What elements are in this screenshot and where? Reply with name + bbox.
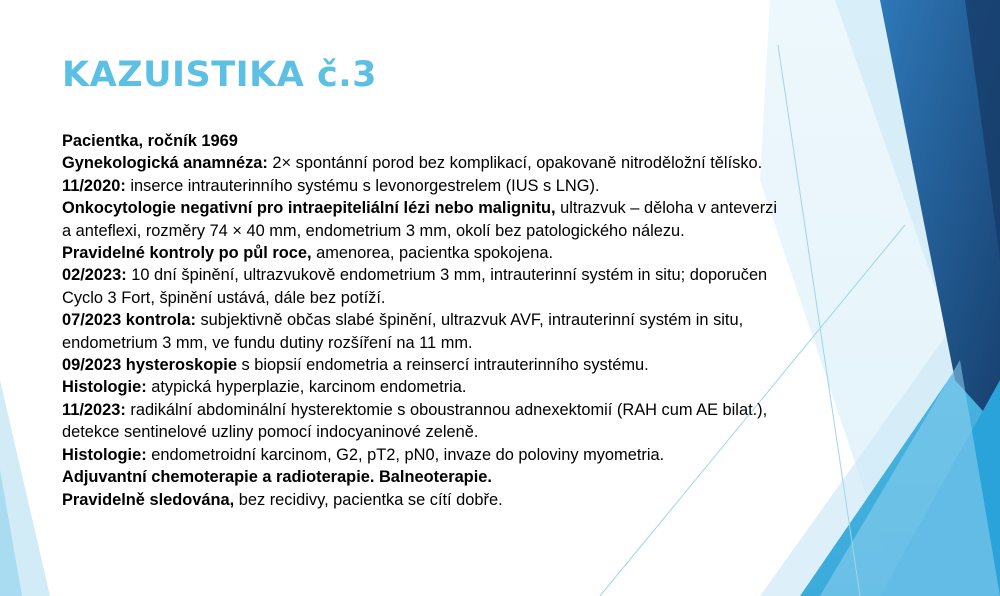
bold-label: Onkocytologie negativní pro intraepiteliální lézi nebo malignitu, <box>62 199 556 218</box>
text-line <box>62 421 862 443</box>
text-line <box>62 376 862 398</box>
line-text: detekce sentinelové uzliny pomocí indocyaninové zeleně. <box>62 423 479 442</box>
line-text: a anteflexi, rozměry 74 × 40 mm, endometrium 3 mm, okolí bez patologického nálezu. <box>62 221 685 240</box>
line-text: atypická hyperplazie, karcinom endometria. <box>146 378 467 397</box>
text-line <box>62 287 862 309</box>
bold-label: 02/2023: <box>62 266 127 285</box>
case-report-body <box>62 130 862 511</box>
text-line <box>62 489 862 511</box>
text-line <box>62 466 862 488</box>
text-line <box>62 354 862 376</box>
text-line <box>62 444 862 466</box>
bold-label: Pacientka, ročník 1969 <box>62 132 238 150</box>
line-text: inserce intrauterinního systému s levonorgestrelem (IUS s LNG). <box>125 176 600 195</box>
text-line <box>62 175 862 197</box>
text-line <box>62 130 862 152</box>
line-text: Cyclo 3 Fort, špinění ustává, dále bez potíží. <box>62 288 386 307</box>
bold-label: 09/2023 hysteroskopie <box>62 356 237 375</box>
bold-label: Pravidelné kontroly po půl roce, <box>62 244 312 263</box>
slide-title: KAZUISTIKA č.3 <box>62 55 377 95</box>
bold-label: Gynekologická anamnéza: <box>62 154 268 173</box>
line-text: 10 dní špinění, ultrazvukově endometrium 3 mm, intrauterinní systém in situ; doporučen <box>126 266 768 285</box>
line-text: 2× spontánní porod bez komplikací, opakovaně nitroděložní tělísko. <box>267 154 763 173</box>
text-line <box>62 220 862 242</box>
text-line <box>62 332 862 354</box>
line-text: bez recidivy, pacientka se cítí dobře. <box>234 490 503 509</box>
bold-label: Adjuvantní chemoterapie a radioterapie. Balneoterapie. <box>62 468 492 487</box>
bold-label: 11/2020: <box>62 176 126 195</box>
text-line <box>62 242 862 264</box>
text-line <box>62 399 862 421</box>
bold-label: Pravidelně sledována, <box>62 490 235 509</box>
text-line <box>62 264 862 286</box>
text-line <box>62 197 862 219</box>
line-text: subjektivně občas slabé špinění, ultrazvuk AVF, intrauterinní systém in situ, <box>195 311 744 330</box>
line-text: s biopsií endometria a reinsercí intrauterinního systému. <box>236 356 649 375</box>
bold-label: Histologie: <box>62 378 147 397</box>
line-text: endometroidní karcinom, G2, pT2, pN0, invaze do poloviny myometria. <box>146 445 665 464</box>
line-text: amenorea, pacientka spokojena. <box>311 244 554 263</box>
bold-label: 11/2023: <box>62 400 126 419</box>
text-line <box>62 309 862 331</box>
line-text: ultrazvuk – děloha v anteverzi <box>555 199 778 218</box>
line-text: radikální abdominální hysterektomie s oboustrannou adnexektomií (RAH cum AE bilat.), <box>125 400 768 419</box>
bold-label: 07/2023 kontrola: <box>62 311 196 330</box>
line-text: endometrium 3 mm, ve fundu dutiny rozšíření na 11 mm. <box>62 333 473 352</box>
bold-label: Histologie: <box>62 445 147 464</box>
text-line <box>62 152 862 174</box>
